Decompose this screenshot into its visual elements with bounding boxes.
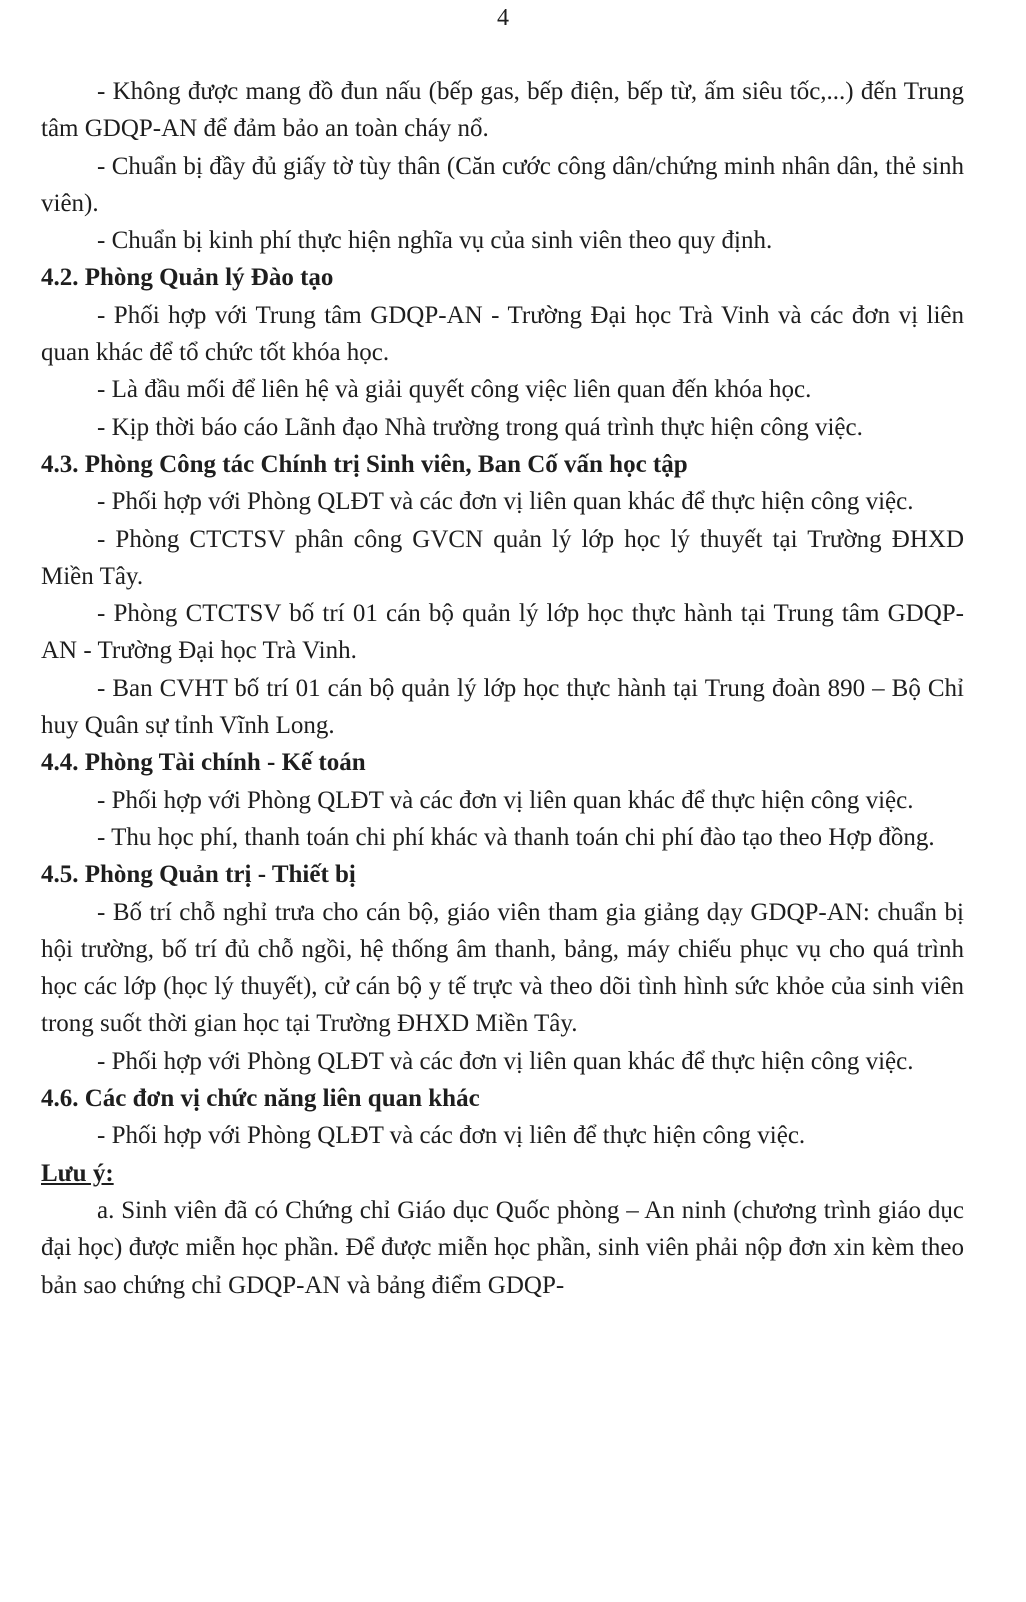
paragraph: - Chuẩn bị đầy đủ giấy tờ tùy thân (Căn cước công dân/chứng minh nhân dân, thẻ sinh viên). — [41, 152, 964, 217]
section-heading-4-6: 4.6. Các đơn vị chức năng liên quan khác — [41, 1085, 480, 1113]
section-heading-4-4: 4.4. Phòng Tài chính - Kế toán — [41, 749, 366, 777]
paragraph: - Không được mang đồ đun nấu (bếp gas, bếp điện, bếp từ, ấm siêu tốc,...) đến Trung tâm GDQP-AN để đảm bảo an toàn cháy nổ. — [41, 78, 964, 143]
paragraph: - Bố trí chỗ nghỉ trưa cho cán bộ, giáo viên tham gia giảng dạy GDQP-AN: chuẩn bị hội trường, bố trí đủ chỗ ngồi, hệ thống âm thanh, bảng, máy chiếu phục vụ cho quá trình học các lớp (học lý thuyết), cử cán bộ y tế trực và theo dõi tình hình sức khỏe của sinh viên trong suốt thời gian học tại Trường ĐHXD Miền Tây. — [41, 898, 964, 1038]
paragraph: - Kịp thời báo cáo Lãnh đạo Nhà trường trong quá trình thực hiện công việc. — [97, 413, 863, 441]
paragraph: - Phòng CTCTSV bố trí 01 cán bộ quản lý lớp học thực hành tại Trung tâm GDQP-AN - Trường Đại học Trà Vinh. — [41, 600, 964, 665]
paragraph: - Phòng CTCTSV phân công GVCN quản lý lớp học lý thuyết tại Trường ĐHXD Miền Tây. — [41, 525, 964, 590]
section-heading-4-5: 4.5. Phòng Quản trị - Thiết bị — [41, 861, 356, 889]
paragraph: - Phối hợp với Phòng QLĐT và các đơn vị liên quan khác để thực hiện công việc. — [97, 1047, 914, 1075]
paragraph: - Chuẩn bị kinh phí thực hiện nghĩa vụ của sinh viên theo quy định. — [97, 227, 773, 255]
paragraph: - Phối hợp với Trung tâm GDQP-AN - Trường Đại học Trà Vinh và các đơn vị liên quan khác để tổ chức tốt khóa học. — [41, 301, 964, 367]
paragraph: - Thu học phí, thanh toán chi phí khác và thanh toán chi phí đào tạo theo Hợp đồng. — [97, 823, 935, 851]
note-heading: Lưu ý: — [41, 1159, 114, 1187]
paragraph: - Phối hợp với Phòng QLĐT và các đơn vị liên quan khác để thực hiện công việc. — [97, 786, 914, 814]
paragraph: - Ban CVHT bố trí 01 cán bộ quản lý lớp học thực hành tại Trung đoàn 890 – Bộ Chỉ huy Quân sự tỉnh Vĩnh Long. — [41, 674, 964, 740]
paragraph: - Là đầu mối để liên hệ và giải quyết công việc liên quan đến khóa học. — [97, 376, 812, 404]
section-heading-4-3: 4.3. Phòng Công tác Chính trị Sinh viên, Ban Cố vấn học tập — [41, 450, 688, 478]
paragraph: - Phối hợp với Phòng QLĐT và các đơn vị liên để thực hiện công việc. — [97, 1122, 806, 1150]
paragraph: a. Sinh viên đã có Chứng chỉ Giáo dục Quốc phòng – An ninh (chương trình giáo dục đại học) được miễn học phần. Để được miễn học phần, sinh viên phải nộp đơn xin kèm theo bản sao chứng chỉ GDQP-AN và bảng điểm GDQP- — [41, 1196, 964, 1299]
paragraph: - Phối hợp với Phòng QLĐT và các đơn vị liên quan khác để thực hiện công việc. — [97, 488, 914, 516]
document-body — [41, 73, 964, 1304]
section-heading-4-2: 4.2. Phòng Quản lý Đào tạo — [41, 264, 334, 292]
page-number: 4 — [497, 5, 509, 31]
